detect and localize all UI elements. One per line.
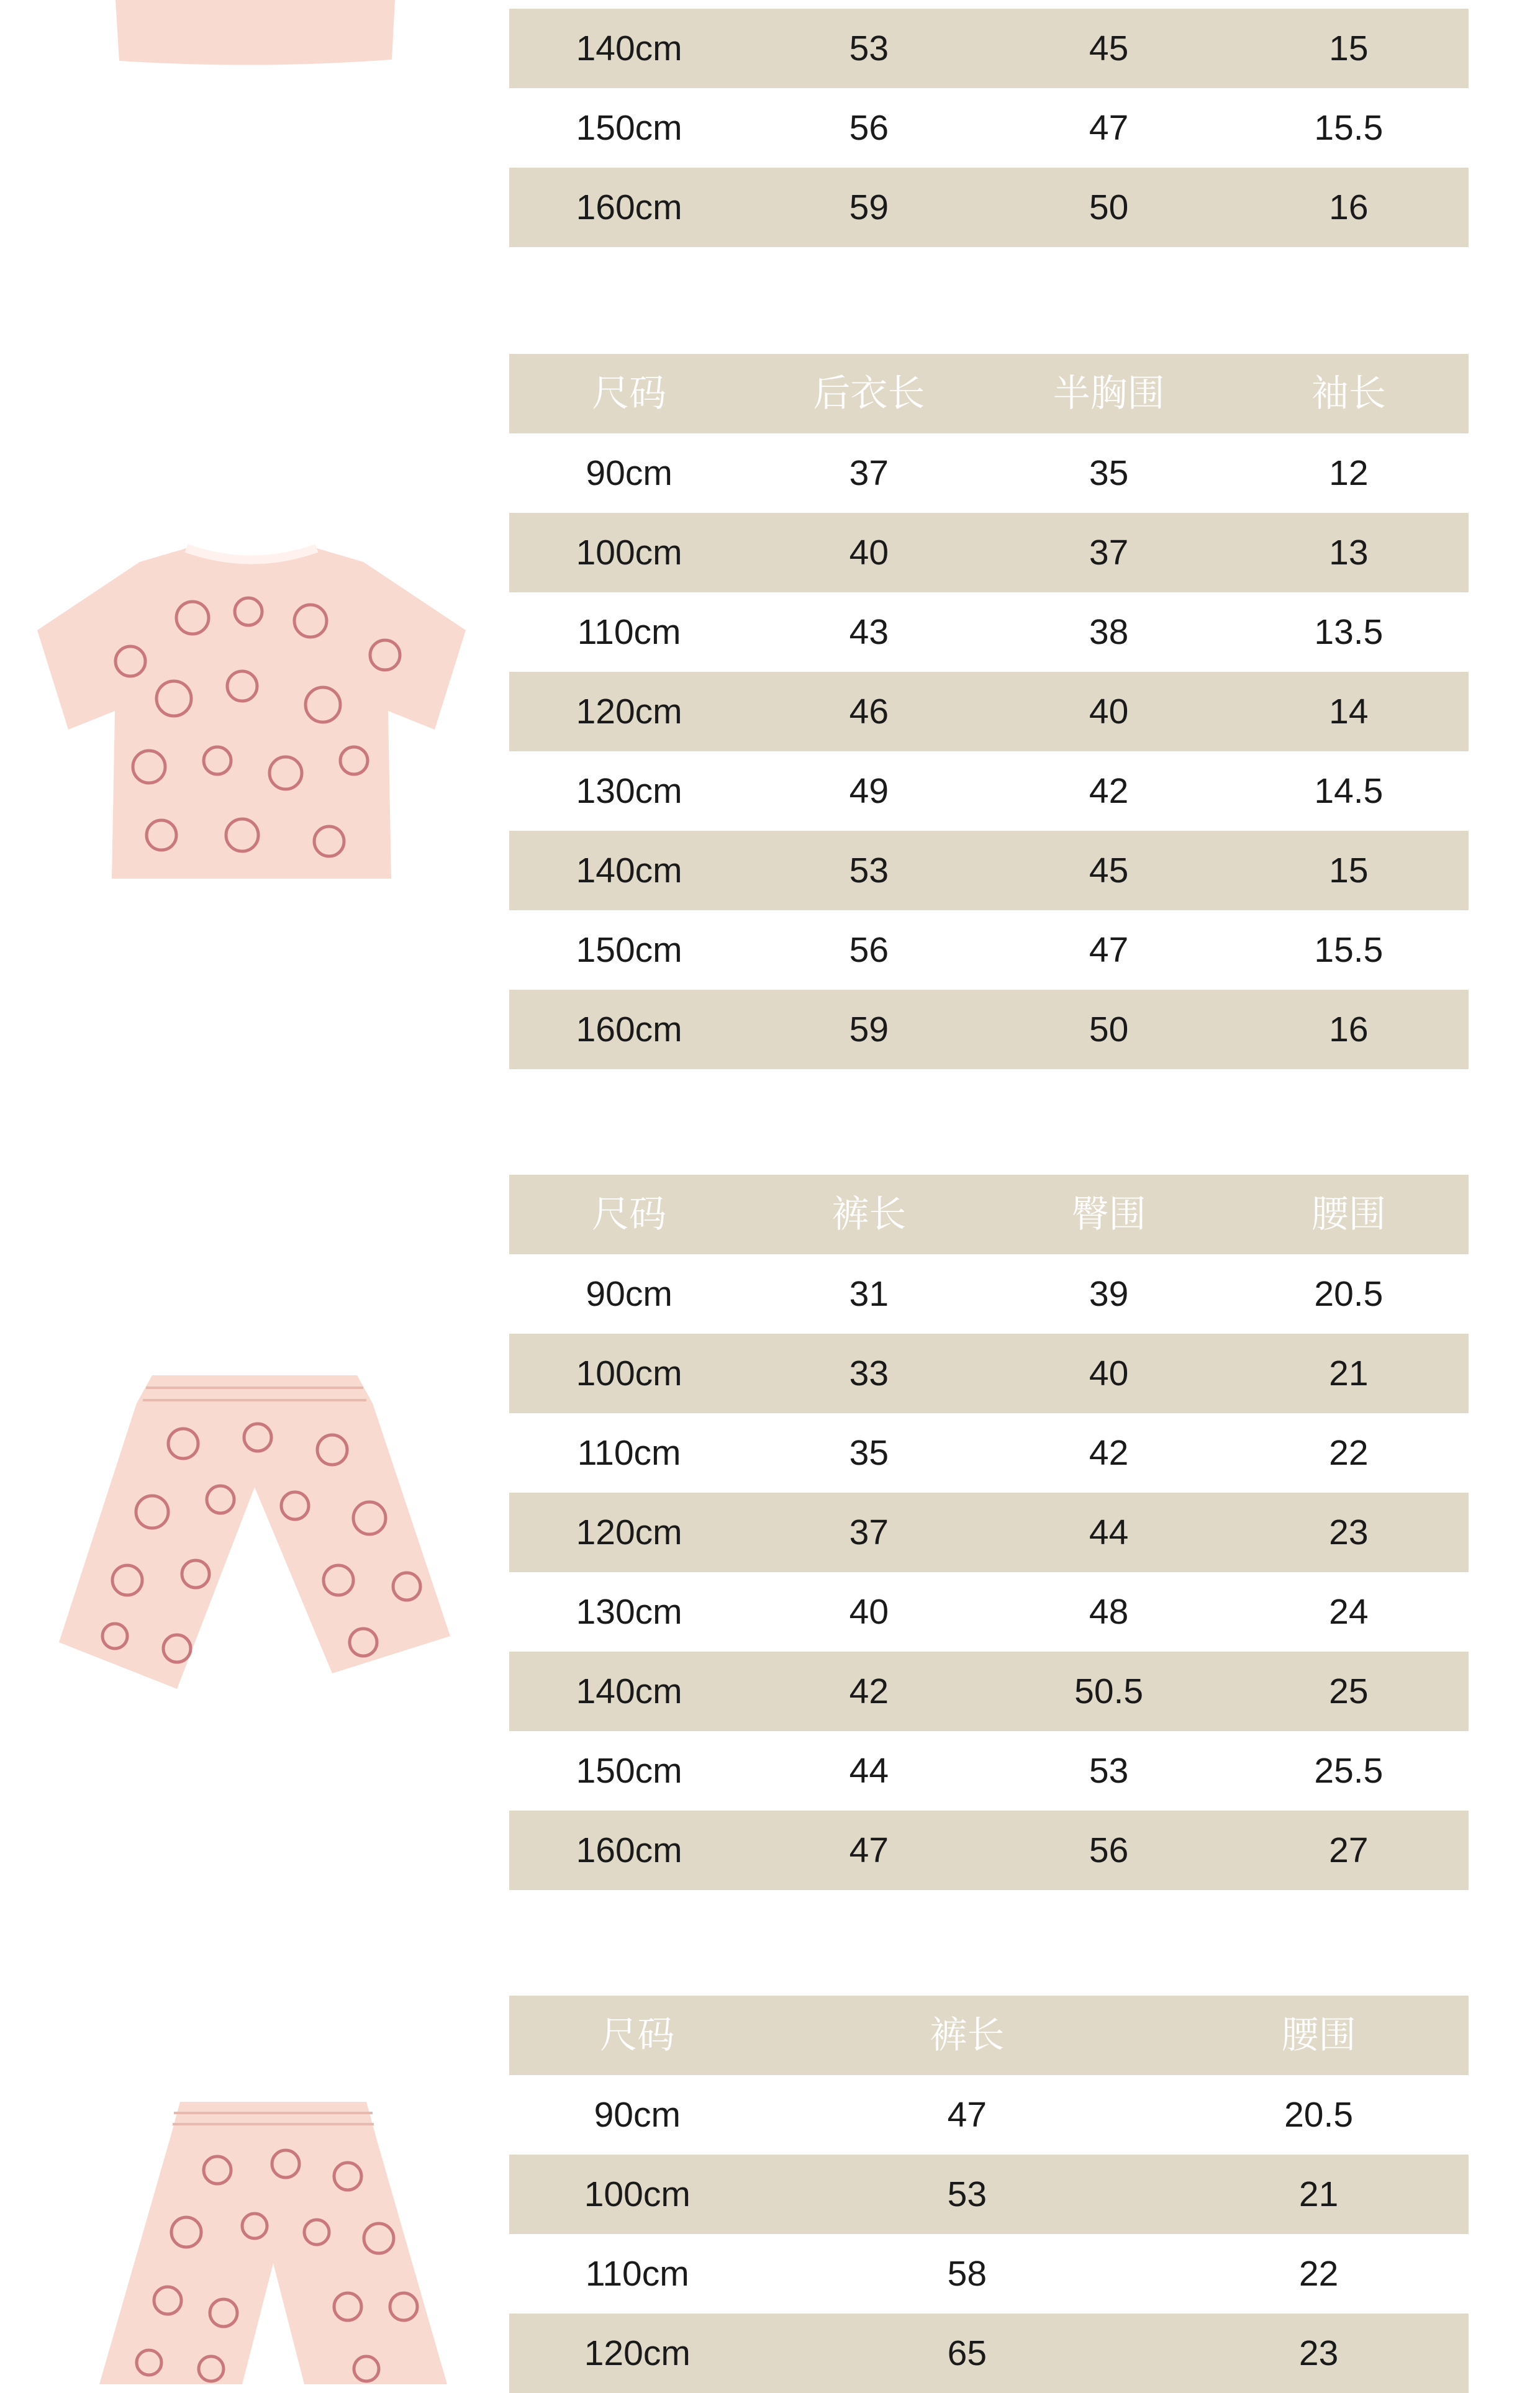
value-cell: 44 [849,1750,889,1791]
size-cell: 90cm [594,2094,681,2135]
value-cell: 53 [849,28,889,68]
table-row [509,751,1469,831]
table-header [509,354,1469,433]
value-cell: 38 [1089,612,1129,652]
size-cell: 150cm [576,1750,682,1791]
size-cell: 100cm [576,532,682,572]
value-cell: 33 [849,1353,889,1393]
value-cell: 43 [849,612,889,652]
table-row [509,1334,1469,1413]
table-row [509,831,1469,910]
value-cell: 53 [849,850,889,890]
size-table-long-pants [509,1996,1469,2393]
value-cell: 56 [849,107,889,148]
value-cell: 35 [849,1432,889,1473]
value-cell: 46 [849,691,889,731]
table-row [509,88,1469,168]
size-cell: 120cm [576,691,682,731]
size-cell: 140cm [576,28,682,68]
size-table-shorts [509,1175,1469,1890]
table-row [509,1731,1469,1811]
size-cell: 150cm [576,930,682,970]
value-cell: 56 [849,930,889,970]
size-cell: 110cm [577,612,681,652]
table-row [509,2075,1469,2155]
value-cell: 47 [849,1830,889,1870]
table-row [509,672,1469,751]
table-row [509,2234,1469,2314]
size-cell: 130cm [576,1591,682,1632]
value-cell: 47 [1089,930,1129,970]
value-cell: 37 [849,453,889,493]
value-cell: 50.5 [1074,1671,1144,1711]
header-size: 尺码 [600,2014,675,2057]
size-cell: 160cm [576,187,682,227]
shorts-icon [59,1375,450,1692]
size-cell: 140cm [576,1671,682,1711]
value-cell: 15 [1329,28,1369,68]
value-cell: 40 [849,1591,889,1632]
value-cell: 48 [1089,1591,1129,1632]
size-cell: 150cm [576,107,682,148]
value-cell: 15.5 [1314,107,1384,148]
value-cell: 21 [1329,1353,1369,1393]
value-cell: 16 [1329,187,1369,227]
table-row [509,168,1469,247]
value-cell: 40 [849,532,889,572]
value-cell: 22 [1298,2253,1339,2294]
value-cell: 42 [1089,771,1129,811]
size-cell: 160cm [576,1830,682,1870]
size-cell: 120cm [576,1512,682,1552]
value-cell: 16 [1329,1009,1369,1049]
value-cell: 42 [1089,1432,1129,1473]
value-cell: 50 [1089,187,1129,227]
size-cell: 90cm [586,1273,673,1314]
value-cell: 27 [1329,1830,1369,1870]
header-size: 尺码 [592,1193,667,1236]
value-cell: 24 [1329,1591,1369,1632]
table-row [509,592,1469,672]
header-back-length: 后衣长 [813,372,925,415]
tshirt-icon [37,543,466,882]
value-cell: 50 [1089,1009,1129,1049]
size-cell: 130cm [576,771,682,811]
size-cell: 120cm [584,2333,691,2373]
long-pants-icon [99,2102,447,2384]
table-row [509,513,1469,592]
table-row [509,2314,1469,2393]
value-cell: 15.5 [1314,930,1384,970]
table-row [509,1652,1469,1731]
size-cell: 90cm [586,453,673,493]
size-cell: 110cm [577,1432,681,1473]
value-cell: 22 [1329,1432,1369,1473]
value-cell: 56 [1089,1830,1129,1870]
size-cell: 100cm [584,2174,691,2214]
size-cell: 140cm [576,850,682,890]
value-cell: 44 [1089,1512,1129,1552]
table-header [509,1996,1469,2075]
value-cell: 42 [849,1671,889,1711]
table-row [509,9,1469,88]
value-cell: 13.5 [1314,612,1384,652]
value-cell: 15 [1329,850,1369,890]
table-row [509,1493,1469,1572]
value-cell: 20.5 [1284,2094,1354,2135]
value-cell: 14.5 [1314,771,1384,811]
size-table-tshirt [509,354,1469,1069]
value-cell: 53 [947,2174,987,2214]
table-row [509,990,1469,1069]
value-cell: 25 [1329,1671,1369,1711]
value-cell: 49 [849,771,889,811]
table-row [509,2155,1469,2234]
value-cell: 40 [1089,1353,1129,1393]
size-cell: 110cm [585,2253,689,2294]
value-cell: 53 [1089,1750,1129,1791]
table-row [509,1811,1469,1890]
value-cell: 65 [947,2333,987,2373]
value-cell: 45 [1089,28,1129,68]
value-cell: 59 [849,187,889,227]
table-row [509,1572,1469,1652]
value-cell: 39 [1089,1273,1129,1314]
value-cell: 31 [849,1273,889,1314]
value-cell: 37 [1089,532,1129,572]
value-cell: 37 [849,1512,889,1552]
size-cell: 160cm [576,1009,682,1049]
value-cell: 59 [849,1009,889,1049]
value-cell: 25.5 [1314,1750,1384,1791]
value-cell: 20.5 [1314,1273,1384,1314]
top-partial-icon [116,0,395,67]
header-hip: 臀围 [1071,1193,1146,1236]
value-cell: 23 [1298,2333,1339,2373]
value-cell: 35 [1089,453,1129,493]
header-half-chest: 半胸围 [1053,372,1165,415]
size-table-top-continued [509,9,1469,247]
table-row [509,433,1469,513]
value-cell: 45 [1089,850,1129,890]
header-sleeve-length: 袖长 [1311,372,1386,415]
header-size: 尺码 [592,372,667,415]
value-cell: 40 [1089,691,1129,731]
table-header [509,1175,1469,1254]
header-waist: 腰围 [1281,2014,1356,2057]
value-cell: 21 [1298,2174,1339,2214]
value-cell: 47 [947,2094,987,2135]
size-cell: 100cm [576,1353,682,1393]
header-pants-length: 裤长 [930,2014,1005,2057]
value-cell: 47 [1089,107,1129,148]
table-row [509,910,1469,990]
header-waist: 腰围 [1311,1193,1386,1236]
header-pants-length: 裤长 [831,1193,907,1236]
table-row [509,1413,1469,1493]
value-cell: 14 [1329,691,1369,731]
table-row [509,1254,1469,1334]
value-cell: 12 [1329,453,1369,493]
value-cell: 23 [1329,1512,1369,1552]
value-cell: 58 [947,2253,987,2294]
value-cell: 13 [1329,532,1369,572]
